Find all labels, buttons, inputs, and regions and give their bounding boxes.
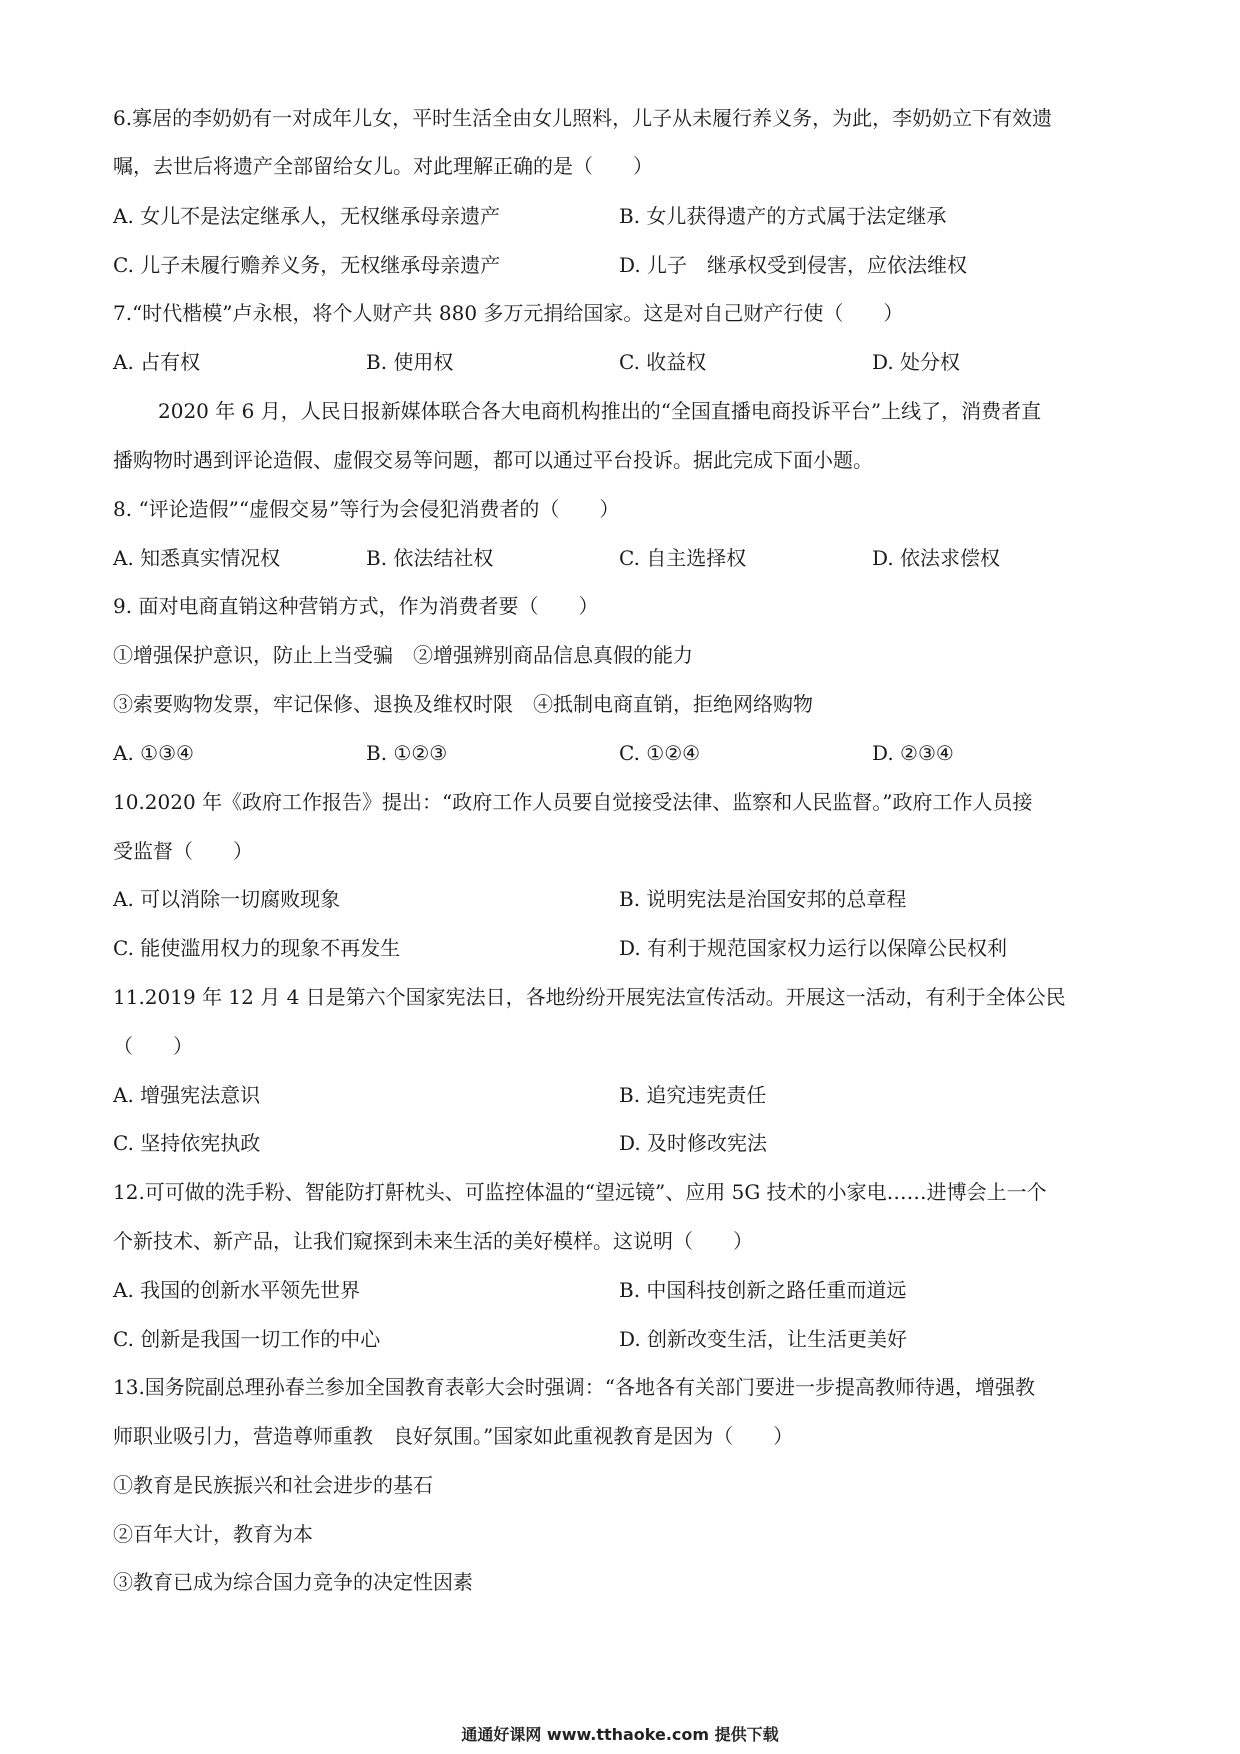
q11-option-b: B. 追究违宪责任 bbox=[619, 1083, 767, 1107]
q12-option-a: A. 我国的创新水平领先世界 bbox=[113, 1278, 361, 1302]
q11-stem-line1: 11.2019 年 12 月 4 日是第六个国家宪法日，各地纷纷开展宪法宣传活动。开展这一活动，有利于全体公民 bbox=[113, 985, 1066, 1009]
q10-option-c: C. 能使滥用权力的现象不再发生 bbox=[113, 936, 401, 960]
q8-option-d: D. 依法求偿权 bbox=[872, 546, 1001, 570]
q10-option-a: A. 可以消除一切腐败现象 bbox=[113, 887, 341, 911]
q9-items-line1: ①增强保护意识，防止上当受骗 ②增强辨别商品信息真假的能力 bbox=[113, 643, 693, 667]
q11-option-c: C. 坚持依宪执政 bbox=[113, 1131, 261, 1155]
q7-option-d: D. 处分权 bbox=[872, 350, 961, 374]
q8-option-b: B. 依法结社权 bbox=[366, 546, 494, 570]
q7-stem: 7.“时代楷模”卢永根，将个人财产共 880 多万元捐给国家。这是对自己财产行使（ ） bbox=[113, 301, 904, 325]
q13-stem-line1: 13.国务院副总理孙春兰参加全国教育表彰大会时强调：“各地各有关部门要进一步提高教师待遇，增强教 bbox=[113, 1375, 1036, 1399]
q12-option-b: B. 中国科技创新之路任重而道远 bbox=[619, 1278, 907, 1302]
q9-items-line2: ③索要购物发票，牢记保修、退换及维权时限 ④抵制电商直销，拒绝网络购物 bbox=[113, 692, 813, 716]
q12-option-c: C. 创新是我国一切工作的中心 bbox=[113, 1327, 381, 1351]
q13-item-1: ①教育是民族振兴和社会进步的基石 bbox=[113, 1473, 433, 1497]
q7-option-c: C. 收益权 bbox=[619, 350, 707, 374]
q8-option-c: C. 自主选择权 bbox=[619, 546, 747, 570]
q9-stem: 9. 面对电商直销这种营销方式，作为消费者要（ ） bbox=[113, 594, 599, 618]
material-line1: 2020 年 6 月，人民日报新媒体联合各大电商机构推出的“全国直播电商投诉平台”上线了，消费者直 bbox=[158, 399, 1042, 423]
q13-stem-line2: 师职业吸引力，营造尊师重教 良好氛围。”国家如此重视教育是因为（ ） bbox=[113, 1424, 794, 1448]
page-footer: 通通好课网 www.tthaoke.com 提供下载 bbox=[461, 1725, 779, 1744]
q10-stem-line1: 10.2020 年《政府工作报告》提出：“政府工作人员要自觉接受法律、监察和人民监督。”政府工作人员接 bbox=[113, 790, 1033, 814]
q6-option-c: C. 儿子未履行赡养义务，无权继承母亲遗产 bbox=[113, 253, 501, 277]
q10-option-b: B. 说明宪法是治国安邦的总章程 bbox=[619, 887, 907, 911]
q9-option-a: A. ①③④ bbox=[113, 741, 194, 765]
q11-option-a: A. 增强宪法意识 bbox=[113, 1083, 261, 1107]
q6-stem-line2: 嘱，去世后将遗产全部留给女儿。对此理解正确的是（ ） bbox=[113, 154, 653, 178]
q11-stem-line2: （ ） bbox=[113, 1034, 193, 1058]
q7-option-b: B. 使用权 bbox=[366, 350, 454, 374]
q9-option-c: C. ①②④ bbox=[619, 741, 701, 765]
q10-option-d: D. 有利于规范国家权力运行以保障公民权利 bbox=[619, 936, 1008, 960]
q8-option-a: A. 知悉真实情况权 bbox=[113, 546, 281, 570]
q6-stem-line1: 6.寡居的李奶奶有一对成年儿女，平时生活全由女儿照料，儿子从未履行养义务，为此，李奶奶立下有效遗 bbox=[113, 106, 1053, 130]
q7-option-a: A. 占有权 bbox=[113, 350, 201, 374]
q10-stem-line2: 受监督（ ） bbox=[113, 839, 253, 863]
q6-option-b: B. 女儿获得遗产的方式属于法定继承 bbox=[619, 204, 947, 228]
q12-stem-line2: 个新技术、新产品，让我们窥探到未来生活的美好模样。这说明（ ） bbox=[113, 1229, 753, 1253]
q6-option-d: D. 儿子 继承权受到侵害，应依法维权 bbox=[619, 253, 968, 277]
q6-option-a: A. 女儿不是法定继承人，无权继承母亲遗产 bbox=[113, 204, 501, 228]
q8-stem: 8. “评论造假”“虚假交易”等行为会侵犯消费者的（ ） bbox=[113, 497, 620, 521]
q13-item-2: ②百年大计，教育为本 bbox=[113, 1522, 313, 1546]
q12-stem-line1: 12.可可做的洗手粉、智能防打鼾枕头、可监控体温的“望远镜”、应用 5G 技术的小家电……进博会上一个 bbox=[113, 1180, 1047, 1204]
q11-option-d: D. 及时修改宪法 bbox=[619, 1131, 768, 1155]
q9-option-b: B. ①②③ bbox=[366, 741, 448, 765]
q12-option-d: D. 创新改变生活，让生活更美好 bbox=[619, 1327, 908, 1351]
material-line2: 播购物时遇到评论造假、虚假交易等问题，都可以通过平台投诉。据此完成下面小题。 bbox=[113, 448, 873, 472]
q9-option-d: D. ②③④ bbox=[872, 741, 954, 765]
q13-item-3: ③教育已成为综合国力竞争的决定性因素 bbox=[113, 1570, 473, 1594]
